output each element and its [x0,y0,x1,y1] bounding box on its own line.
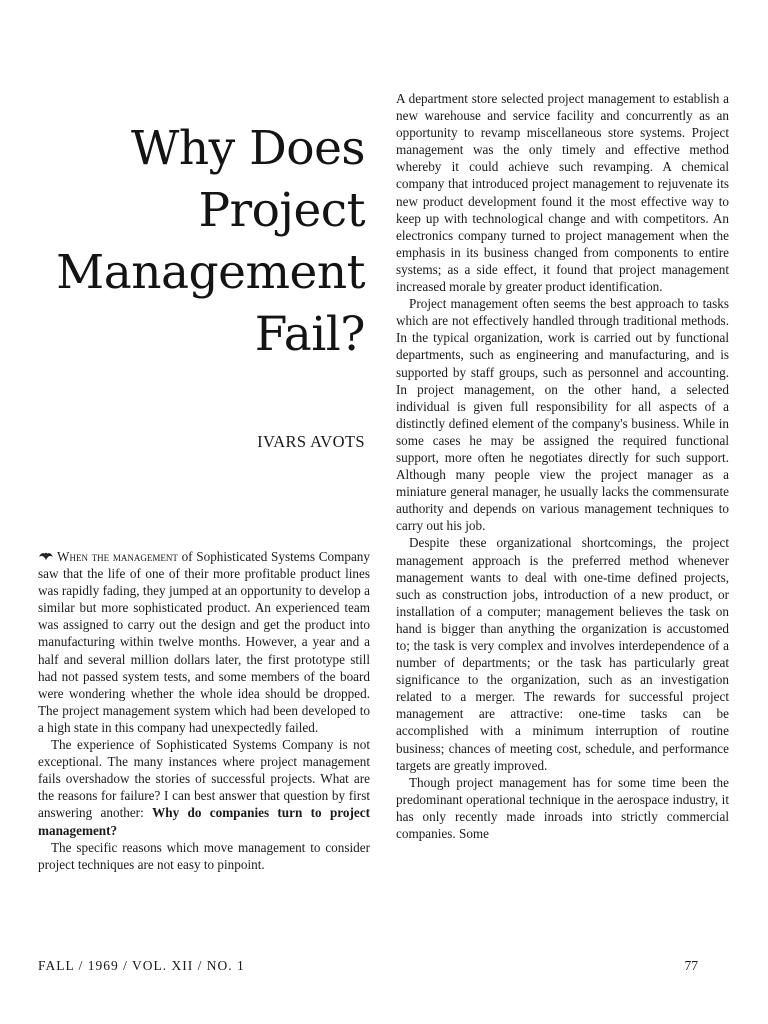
paragraph: A department store selected project management to establish a new warehouse and service facility and concurrently as an opportunity to revamp miscellaneous store systems. Project management was the only timely and effective method whereby it could achieve such revamping. A chemical company that introduced project management to rejuvenate its new product development found it the most effective way to keep up with technological change and with competitors. An electronics company turned to project management when the emphasis in its business changed from components to entire systems; as a side effect, it found that project management increased morale by greater product identification. [396,91,729,295]
left-column [38,548,370,873]
article-title [40,118,365,366]
emphasis-question: Why do companies turn to project management? [38,805,370,838]
paragraph [38,736,370,839]
paragraph: The specific reasons which move management to consider project techniques are not easy to pinpoint. [38,839,370,872]
paragraph-text: of Sophisticated Systems Company saw that the life of one of their more profitable product lines was rapidly fading, they jumped at an opportunity to develop a similar but more sophisticated product. An experienced team was assigned to carry out the design and get the product into manufacturing within twelve months. However, a year and a half and several million dollars later, the first prototype still had not passed system tests, and some members of the board were wondering whether the whole idea should be dropped. The project management system which had been developed to a high state in this company had unexpectedly failed. [38,549,370,735]
paragraph: Despite these organizational shortcomings, the project management approach is the preferred method whenever management wants to deal with one-time defined projects, such as construction jobs, introduction of a new product, or installation of a computer; management believes the task on hand is bigger than anything the organization is accustomed to; the task is very complex and involves interdependence of a number of departments; or the task has particularly great significance to the organization, such as an investigation related to a merger. The rewards for successful project management are attractive: one-time tasks can be accomplished with a minimum interruption of routine business; chances of meeting cost, schedule, and performance targets are greatly improved. [396,535,729,773]
right-column [396,90,729,842]
title-line: Management [56,245,365,300]
author-byline: IVARS AVOTS [257,432,365,451]
title-line: Project [198,183,365,238]
paragraph: Project management often seems the best approach to tasks which are not effectively handled through traditional methods. In the typical organization, work is carried out by functional departments, such as engineering and manufacturing, and is supported by staff groups, such as personnel and accounting. In project management, on the other hand, a selected individual is given full responsibility for all aspects of a distinctly defined element of the company's business. While in some cases he may be assigned the required functional support, more often he negotiates directly for such support. Although many people view the project manager as a miniature general manager, he usually lacks the commensurate authority and depends on various management techniques to carry out his job. [396,296,729,534]
fleuron-icon [38,551,54,562]
paragraph [38,548,370,736]
page-number: 77 [684,958,698,973]
paragraph: Though project management has for some time been the predominant operational technique in the aerospace industry, it has only recently made inroads into strictly commercial companies. Some [396,774,729,842]
lead-in-smallcaps: When the management [57,549,178,564]
title-line: Why Does [131,121,365,176]
paragraph-text: The experience of Sophisticated Systems Company is not exceptional. The many instances where project management fails overshadow the stories of successful projects. What are the reasons for failure? I can best answer that question by first answering another: [38,737,370,821]
title-line: Fail? [254,307,365,362]
journal-issue-footer: FALL / 1969 / VOL. XII / NO. 1 [38,958,245,973]
